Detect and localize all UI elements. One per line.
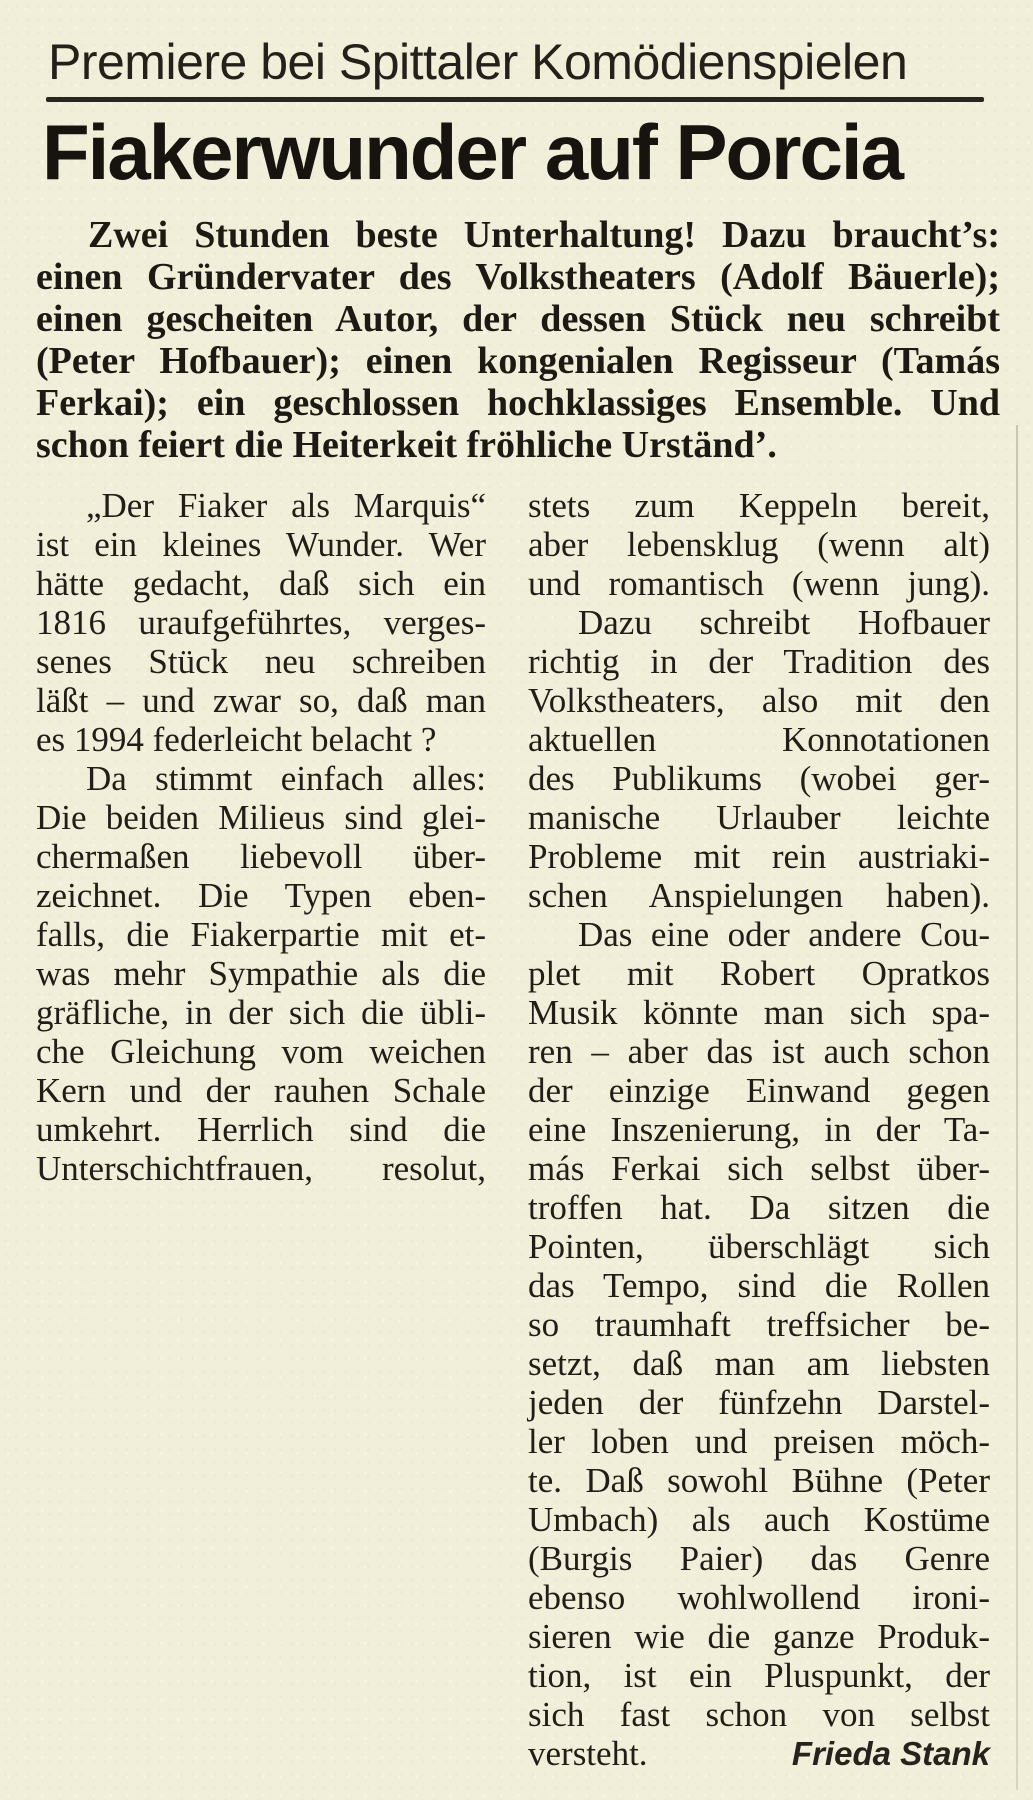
text-line: schon feiert die Heiterkeit fröhliche Urständ’. (36, 423, 777, 466)
text-line: gräfliche, in der sich die übli- (36, 992, 486, 1032)
kicker-headline: Premiere bei Spittaler Komödienspielen (48, 34, 908, 90)
text-line: was mehr Sympathie als die (36, 953, 486, 993)
text-line: es 1994 federleicht belacht ? (36, 719, 437, 759)
text-line: sieren wie die ganze Produk- (528, 1616, 990, 1656)
text-line: (Burgis Paier) das Genre (528, 1538, 990, 1578)
text-line: 1816 uraufgeführtes, verges- (36, 602, 486, 642)
right-column (528, 486, 990, 1773)
text-line: Dazu schreibt Hofbauer (578, 602, 990, 642)
text-line: ist ein kleines Wunder. Wer (36, 524, 486, 564)
text-line: ren – aber das ist auch schon (528, 1031, 990, 1071)
text-line: senes Stück neu schreiben (36, 641, 486, 681)
text-line: und romantisch (wenn jung). (528, 563, 990, 603)
text-line: hätte gedacht, daß sich ein (36, 563, 486, 603)
text-line (528, 1734, 990, 1773)
author-signature: Frieda Stank (791, 1734, 990, 1772)
text-line: manische Urlauber leichte (528, 797, 990, 837)
text-line: troffen hat. Da sitzen die (528, 1187, 990, 1227)
text-line: Volkstheaters, also mit den (528, 680, 990, 720)
text-line: ebenso wohlwollend ironi- (528, 1577, 990, 1617)
main-headline: Fiakerwunder auf Porcia (42, 108, 902, 196)
text-line: Zwei Stunden beste Unterhaltung! Dazu braucht’s: (88, 213, 1000, 256)
clipping-edge-line (1016, 425, 1018, 1790)
left-column (36, 486, 486, 1773)
text-line: ler loben und preisen möch- (528, 1421, 990, 1461)
text-line: más Ferkai sich selbst über- (528, 1148, 990, 1188)
text-line: eine Inszenierung, in der Ta- (528, 1109, 990, 1149)
text-line: schen Anspielungen haben). (528, 875, 990, 915)
text-line: Kern und der rauhen Schale (36, 1070, 486, 1110)
text-line: umkehrt. Herrlich sind die (36, 1109, 486, 1149)
text-line: richtig in der Tradition des (528, 641, 990, 681)
kicker-underline-rule (46, 97, 984, 102)
text-line: tion, ist ein Pluspunkt, der (528, 1655, 990, 1695)
text-line: einen Gründervater des Volkstheaters (Adolf Bäuerle); (36, 255, 1000, 298)
text-line: te. Daß sowohl Bühne (Peter (528, 1460, 990, 1500)
text-line: läßt – und zwar so, daß man (36, 680, 486, 720)
text-line: der einzige Einwand gegen (528, 1070, 990, 1110)
text-line: das Tempo, sind die Rollen (528, 1265, 990, 1305)
paragraph (36, 759, 486, 1188)
closing-word: versteht. (528, 1733, 648, 1773)
text-line: chermaßen liebevoll über- (36, 836, 486, 876)
text-line: Die beiden Milieus sind glei- (36, 797, 486, 837)
text-line: zeichnet. Die Typen eben- (36, 875, 486, 915)
paragraph (528, 486, 990, 603)
text-line: Ferkai); ein geschlossen hochklassiges Ensemble. Und (36, 381, 1000, 424)
text-line: stets zum Keppeln bereit, (528, 485, 990, 525)
text-line: Pointen, überschlägt sich (528, 1226, 990, 1266)
text-line: Das eine oder andere Cou- (578, 914, 990, 954)
text-line: Unterschichtfrauen, resolut, (36, 1148, 486, 1188)
text-line: „Der Fiaker als Marquis“ (86, 485, 486, 525)
text-line: jeden der fünfzehn Darstel- (528, 1382, 990, 1422)
paragraph (36, 486, 486, 759)
text-line: Da stimmt einfach alles: (86, 758, 486, 798)
text-line: einen gescheiten Autor, der dessen Stück neu schreibt (36, 297, 1000, 340)
text-line: setzt, daß man am liebsten (528, 1343, 990, 1383)
text-line: (Peter Hofbauer); einen kongenialen Regisseur (Tamás (36, 339, 1000, 382)
text-line: aktuellen Konnotationen (528, 719, 990, 759)
text-line: des Publikums (wobei ger- (528, 758, 990, 798)
lead-paragraph (36, 214, 1000, 466)
text-line: sich fast schon von selbst (528, 1694, 990, 1734)
text-line: Musik könnte man sich spa- (528, 992, 990, 1032)
text-line: Probleme mit rein austriaki- (528, 836, 990, 876)
paragraph (528, 915, 990, 1773)
text-line: falls, die Fiakerpartie mit et- (36, 914, 486, 954)
paragraph (528, 603, 990, 915)
paragraph (36, 214, 1000, 466)
text-line: so traumhaft treffsicher be- (528, 1304, 990, 1344)
text-line: plet mit Robert Opratkos (528, 953, 990, 993)
article-columns (36, 486, 1033, 1773)
text-line: che Gleichung vom weichen (36, 1031, 486, 1071)
text-line: Umbach) als auch Kostüme (528, 1499, 990, 1539)
text-line: aber lebensklug (wenn alt) (528, 524, 990, 564)
